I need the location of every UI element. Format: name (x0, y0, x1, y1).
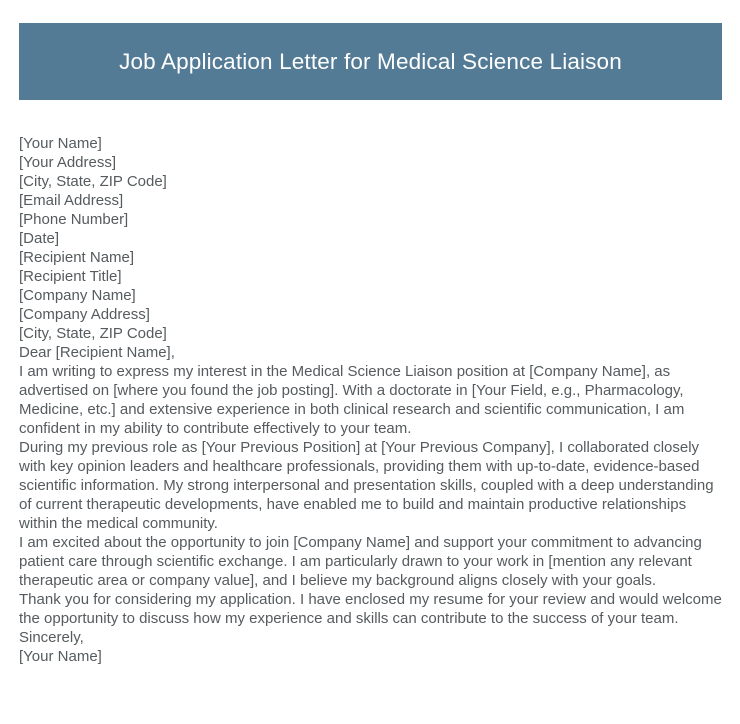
recipient-name-line: [Recipient Name] (19, 249, 135, 266)
page-title: Job Application Letter for Medical Science Liaison (119, 49, 622, 74)
sender-name-line: [Your Name] (19, 135, 102, 152)
recipient-company-name-line: [Company Name] (19, 287, 136, 304)
recipient-company-address-line: [Company Address] (19, 306, 150, 323)
sender-phone-line: [Phone Number] (19, 211, 129, 228)
date-line: [Date] (19, 230, 60, 247)
body-paragraph-4: Thank you for considering my application. I have enclosed my resume for your review and would welcome the opportunity to discuss how my experience and skills can contribute to the success of your team. (19, 591, 722, 627)
body-paragraph-3: I am excited about the opportunity to join [Company Name] and support your commitment to advancing patient care through scientific exchange. I am particularly drawn to your work in [mention any relevant therapeutic area or company value], and I believe my background aligns closely with your goals. (19, 534, 702, 589)
recipient-city-state-zip-line: [City, State, ZIP Code] (19, 325, 167, 342)
closing-line: Sincerely, (19, 629, 84, 646)
recipient-title-line: [Recipient Title] (19, 268, 122, 285)
letter-body (19, 134, 722, 666)
body-paragraph-1: I am writing to express my interest in the Medical Science Liaison position at [Company Name], as advertised on [where you found the job posting]. With a doctorate in [Your Field, e.g., Pharmacology, Medicine, etc.] and extensive experience in both clinical research and scientific communication, I am confident in my ability to contribute effectively to your team. (19, 363, 685, 437)
signature-name-line: [Your Name] (19, 648, 102, 665)
sender-city-state-zip-line: [City, State, ZIP Code] (19, 173, 167, 190)
sender-email-line: [Email Address] (19, 192, 124, 209)
sender-address-line: [Your Address] (19, 154, 117, 171)
recipient-address-block (19, 248, 722, 343)
sender-address-block (19, 134, 722, 229)
document-header-banner (19, 23, 722, 100)
salutation-line: Dear [Recipient Name], (19, 344, 175, 361)
body-paragraph-2: During my previous role as [Your Previous Position] at [Your Previous Company], I collaborated closely with key opinion leaders and healthcare professionals, providing them with up-to-date, evidence-based scientific information. My strong interpersonal and presentation skills, coupled with a deep understanding of current therapeutic developments, have enabled me to build and maintain productive relationships within the medical community. (19, 439, 714, 532)
